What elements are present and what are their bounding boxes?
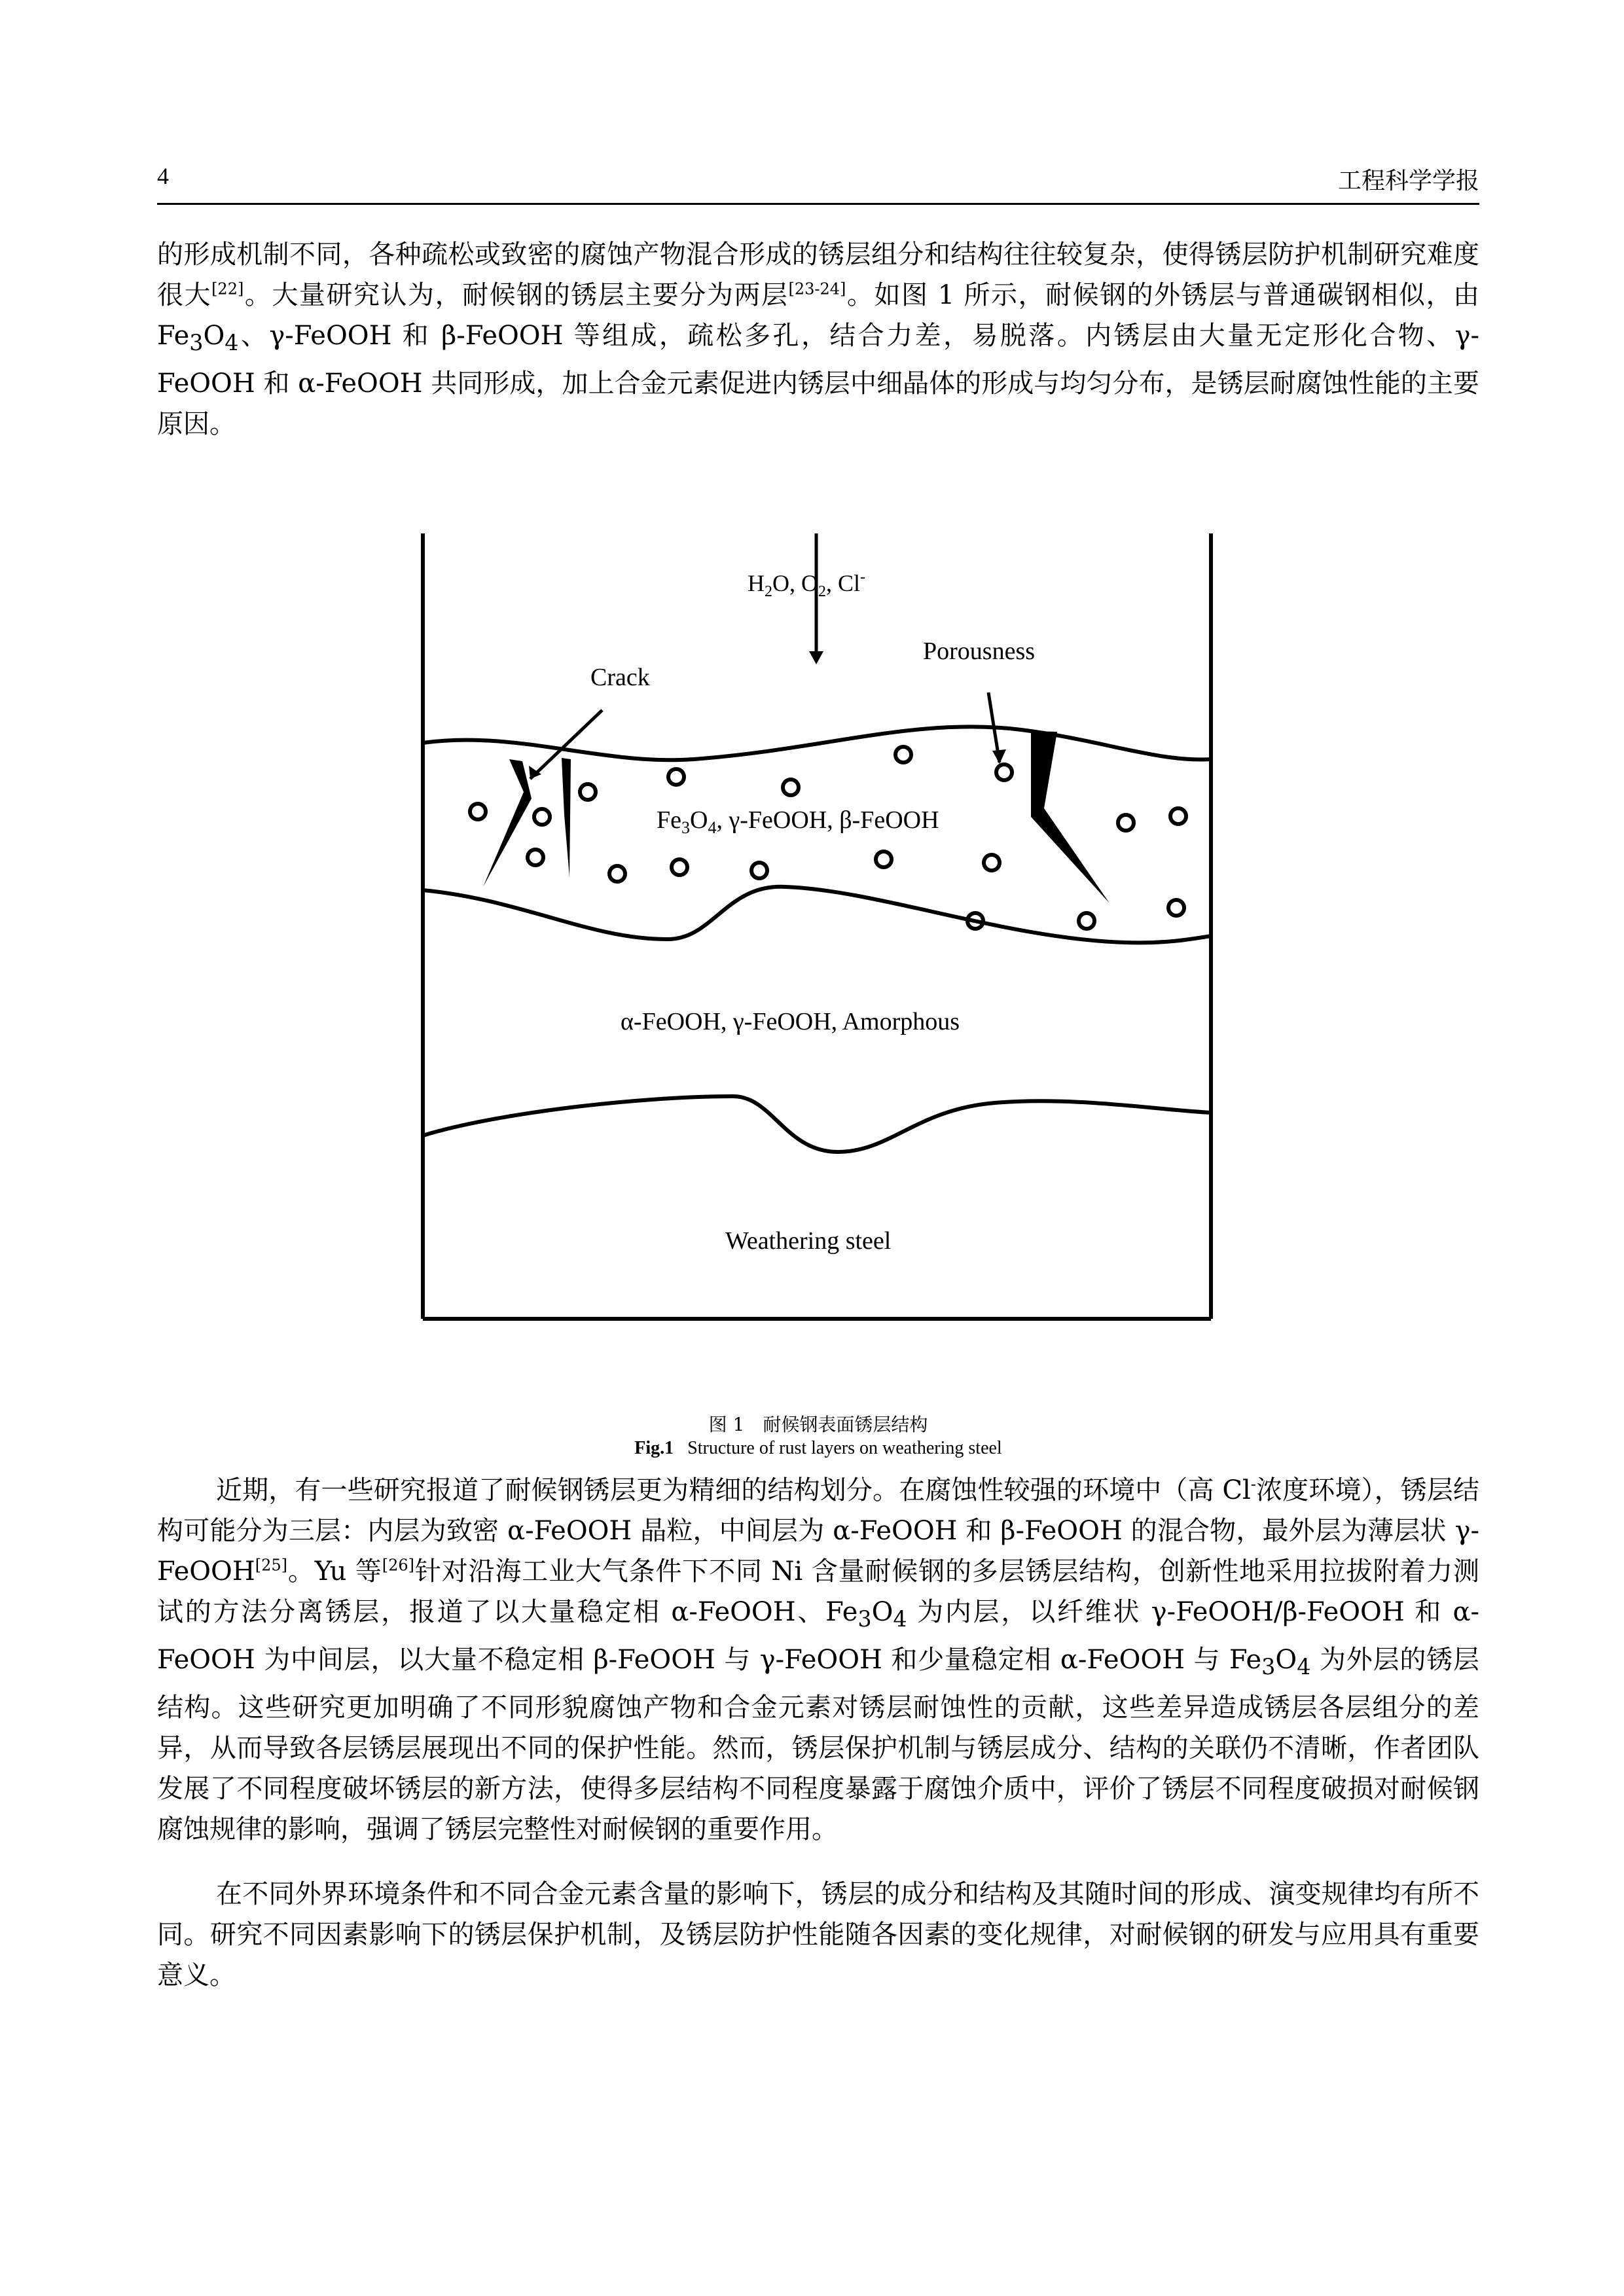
figure-caption-en: Fig.1 Structure of rust layers on weathering steel [634, 1438, 1002, 1458]
crack-right [1031, 731, 1110, 903]
figure-1 [419, 533, 1231, 1329]
citation[interactable]: [25] [255, 1556, 287, 1575]
paragraph-1: 的形成机制不同，各种疏松或致密的腐蚀产物混合形成的锈层组分和结构往往较复杂，使得锈层防护机制研究难度很大[22]。大量研究认为，耐候钢的锈层主要分为两层[23-24]。如图 1 所示，耐候钢的外锈层与普通碳钢相似，由 $Fe_3O_4$、γ-FeOOH 和 β-FeOOH 等组成，疏松多孔，结合力差，易脱落。内锈层由大量无定形化合物、γ-FeOOH 和 α-FeOOH 共同形成，加上合金元素促进内锈层中细晶体的形成与均匀分布，是锈层耐腐蚀性能的主要原因。 [157, 240, 1479, 439]
page-header [157, 162, 1479, 202]
steel-label: Weathering steel [725, 1227, 892, 1255]
environment-label: $H_2O$, $O_2$, Cl- [748, 569, 866, 600]
crack-left-2 [562, 758, 571, 877]
outer-layer-label: $Fe_3O_4$, γ-FeOOH, β-FeOOH [657, 806, 939, 837]
outer-rust-surface [423, 726, 1211, 760]
rust-steel-boundary [423, 1096, 1211, 1152]
figure-caption-cn: 图 1 耐候钢表面锈层结构 [708, 1414, 928, 1435]
crack-label: Crack [590, 664, 650, 691]
paragraph-2: 近期，有一些研究报道了耐候钢锈层更为精细的结构划分。在腐蚀性较强的环境中（高 Cl-浓度环境），锈层结构可能分为三层：内层为致密 α-FeOOH 晶粒，中间层为 α-FeOOH 和 β-FeOOH 的混合物，最外层为薄层状 γ-FeOOH[25]。Yu 等[26]针对沿海工业大气条件下不同 Ni 含量耐候钢的多层锈层结构，创新性地采用拉拔附着力测试的方法分离锈层，报道了以大量稳定相 α-FeOOH、$Fe_3O_4$ 为内层，以纤维状 γ-FeOOH/β-FeOOH 和 α-FeOOH 为中间层，以大量不稳定相 β-FeOOH 与 γ-FeOOH 和少量稳定相 α-FeOOH 与 $Fe_3O_4$ 为外层的锈层结构。这些研究更加明确了不同形貌腐蚀产物和合金元素对锈层耐蚀性的贡献，这些差异造成锈层各层组分的差异，从而导致各层锈层展现出不同的保护性能。然而，锈层保护机制与锈层成分、结构的关联仍不清晰，作者团队发展了不同程度破坏锈层的新方法，使得多层结构不同程度暴露于腐蚀介质中，评价了锈层不同程度破损对耐候钢腐蚀规律的影响，强调了锈层完整性对耐候钢的重要作用。 [157, 1475, 1480, 1844]
citation[interactable]: [22] [211, 279, 244, 298]
page-number: 4 [157, 163, 169, 189]
header-rule [157, 203, 1479, 205]
arrow-head-icon [809, 651, 823, 664]
journal-title: 工程科学学报 [1337, 168, 1479, 194]
citation[interactable]: [26] [382, 1556, 415, 1575]
paragraph-3: 在不同外界环境条件和不同合金元素含量的影响下，锈层的成分和结构及其随时间的形成、演变规律均有所不同。研究不同因素影响下的锈层保护机制，及锈层防护性能随各因素的变化规律，对耐候钢的研发与应用具有重要意义。 [157, 1879, 1479, 1990]
inner-layer-label: α-FeOOH, γ-FeOOH, Amorphous [621, 1008, 960, 1035]
pores [470, 747, 1186, 929]
citation[interactable]: [23-24] [788, 279, 846, 298]
crack-left-1 [483, 759, 532, 887]
porousness-label: Porousness [923, 637, 1036, 665]
